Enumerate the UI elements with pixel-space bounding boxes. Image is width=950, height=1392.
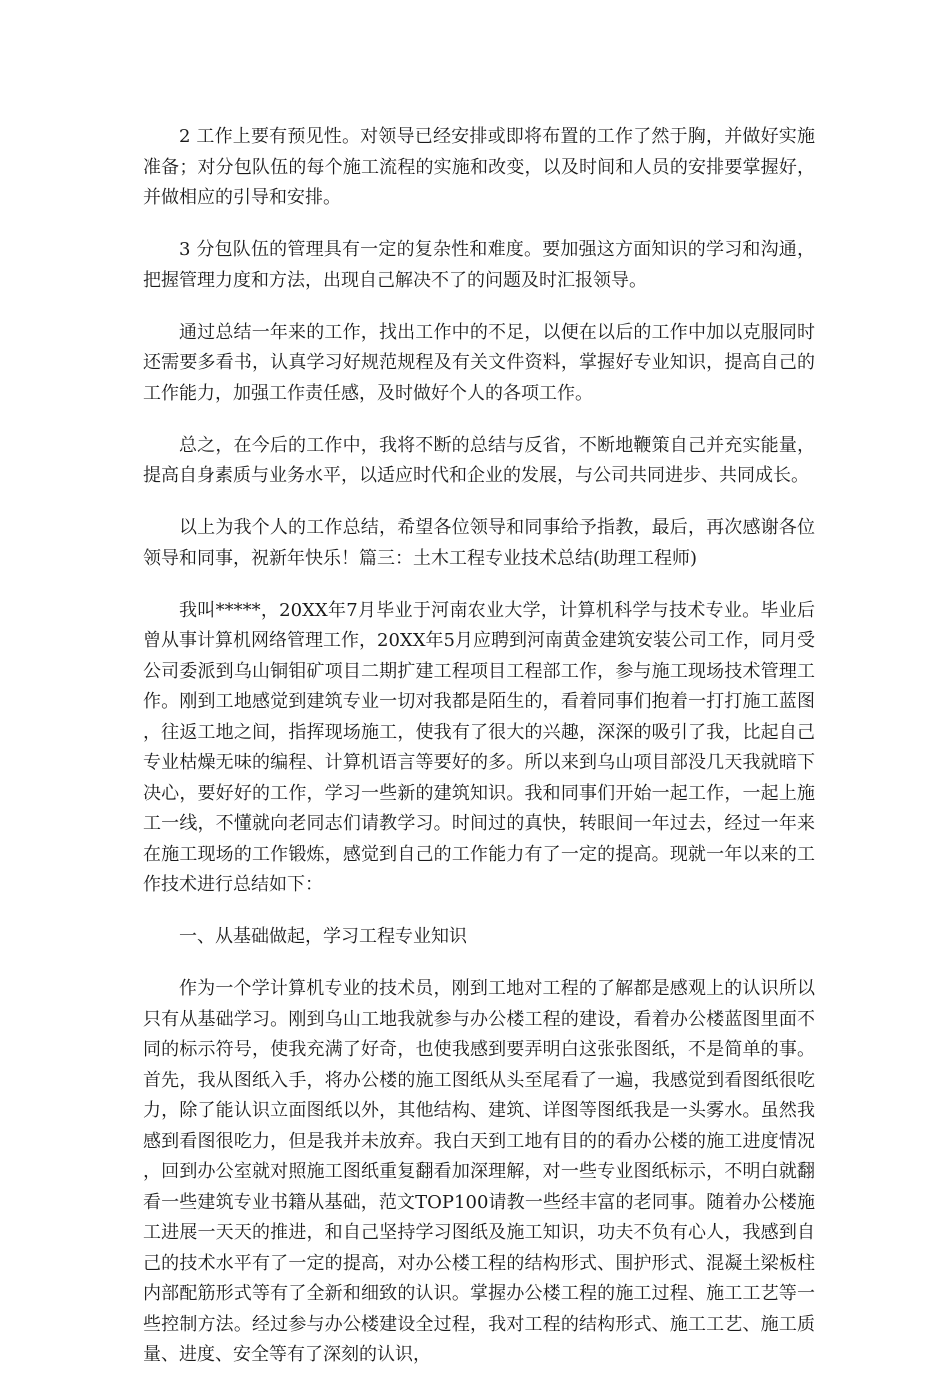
document-body [143, 122, 815, 1392]
paragraph-foresight: 2 工作上要有预见性。对领导已经安排或即将布置的工作了然于胸，并做好实施准备；对分包队伍的每个施工流程的实施和改变，以及时间和人员的安排要掌握好，并做相应的引导和安排。 [143, 126, 815, 208]
paragraph-subcontractor-management: 3 分包队伍的管理具有一定的复杂性和难度。要加强这方面知识的学习和沟通，把握管理力度和方法，出现自己解决不了的问题及时汇报领导。 [143, 239, 815, 291]
paragraph-learning: 作为一个学计算机专业的技术员，刚到工地对工程的了解都是感观上的认识所以只有从基础学习。刚到乌山工地我就参与办公楼工程的建设，看着办公楼蓝图里面不同的标示符号，使我充满了好奇，也使我感到要弄明白这张张图纸，不是简单的事。首先，我从图纸入手，将办公楼的施工图纸从头至尾看了一遍，我感觉到看图纸很吃力，除了能认识立面图纸以外，其他结构、建筑、详图等图纸我是一头雾水。虽然我感到看图很吃力，但是我并未放弃。我白天到工地有目的的看办公楼的施工进度情况，回到办公室就对照施工图纸重复翻看加深理解，对一些专业图纸标示，不明白就翻看一些建筑专业书籍从基础，范文TOP100请教一些经丰富的老同事。随着办公楼施工进展一天天的推进，和自己坚持学习图纸及施工知识，功夫不负有心人，我感到自己的技术水平有了一定的提高，对办公楼工程的结构形式、围护形式、混凝土梁板柱内部配筋形式等有了全新和细致的认识。掌握办公楼工程的施工过程、施工工艺等一些控制方法。经过参与办公楼建设全过程，我对工程的结构形式、施工工艺、施工质量、进度、安全等有了深刻的认识， [143, 978, 815, 1365]
paragraph-introduction: 我叫*****，20XX年7月毕业于河南农业大学，计算机科学与技术专业。毕业后曾从事计算机网络管理工作，20XX年5月应聘到河南黄金建筑安装公司工作，同月受公司委派到乌山铜钼矿项目二期扩建工程项目工程部工作，参与施工现场技术管理工作。刚到工地感觉到建筑专业一切对我都是陌生的，看着同事们抱着一打打施工蓝图，往返工地之间，指挥现场施工，使我有了很大的兴趣，深深的吸引了我，比起自己专业枯燥无味的编程、计算机语言等要好的多。所以来到乌山项目部没几天我就暗下决心，要好好的工作，学习一些新的建筑知识。我和同事们开始一起工作，一起上施工一线，不懂就向老同志们请教学习。时间过的真快，转眼间一年过去，经过一年来在施工现场的工作锻炼，感觉到自己的工作能力有了一定的提高。现就一年以来的工作技术进行总结如下： [143, 599, 815, 895]
paragraph-year-summary: 通过总结一年来的工作，找出工作中的不足，以便在以后的工作中加以克服同时还需要多看书，认真学习好规范规程及有关文件资料，掌握好专业知识，提高自己的工作能力，加强工作责任感，及时做好个人的各项工作。 [143, 321, 815, 404]
paragraph-closing: 以上为我个人的工作总结，希望各位领导和同事给予指教，最后，再次感谢各位领导和同事，祝新年快乐！篇三：土木工程专业技术总结(助理工程师) [143, 517, 815, 569]
section-heading: 一、从基础做起，学习工程专业知识 [179, 926, 467, 947]
paragraph-conclusion: 总之，在今后的工作中，我将不断的总结与反省，不断地鞭策自己并充实能量，提高自身素质与业务水平，以适应时代和企业的发展，与公司共同进步、共同成长。 [143, 434, 815, 486]
